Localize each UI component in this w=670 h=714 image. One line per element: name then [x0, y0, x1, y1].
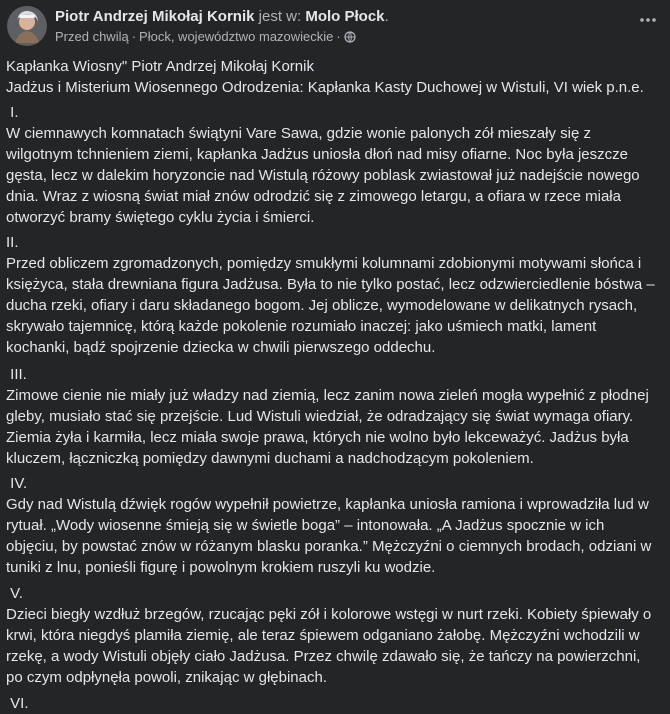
section-label: VI.: [6, 695, 29, 712]
section-label: V.: [6, 585, 23, 602]
section-label: II.: [6, 234, 19, 251]
section-ii: [6, 232, 660, 358]
title-end-dot: .: [384, 8, 389, 25]
post-time[interactable]: Przed chwilą: [55, 29, 129, 44]
section-text: Gdy nad Wistulą dźwięk rogów wypełnił powietrze, kapłanka uniosła ramiona i wprowadziła lud w rytuał. „Wody wiosenne śmieją się w świetle boga” – intonowała. „A Jadżus spocznie w ich objęciu, by powstać znów w różanym blasku poranka.” Mężczyźni o ciemnych brodach, odziani w tuniki z lnu, ponieśli figurę i powolnym krokiem ruszyli ku wodzie.: [6, 496, 656, 576]
post-subline: [55, 28, 626, 45]
post-subtitle: Jadżus i Misterium Wiosennego Odrodzenia: Kapłanka Kasty Duchowej w Wistuli, VI wiek p.n.e.: [6, 79, 644, 96]
author-avatar[interactable]: [7, 6, 47, 46]
ellipsis-icon: [638, 10, 658, 30]
post-location[interactable]: Płock, województwo mazowieckie: [139, 29, 334, 44]
checkin-place[interactable]: Molo Płock: [305, 8, 385, 25]
post-meta: [55, 7, 626, 45]
post-title: Kapłanka Wiosny" Piotr Andrzej Mikołaj Kornik: [6, 58, 314, 75]
separator-dot-1: ·: [131, 29, 137, 44]
section-text: Przed obliczem zgromadzonych, pomiędzy smukłymi kolumnami zdobionymi motywami słońca i księżyca, stała drewniana figura Jadżusa. Była to nie tylko postać, lecz odzwierciedlenie bóstwa – ducha rzeki, ofiary i daru składanego bogom. Jej oblicze, wymodelowane w delikatnych rysach, skrywało tajemnicę, którą każde pokolenie rozumiało inaczej: jako uśmiech matki, lament kochanki, bądź spojrzenie dziecka w chwili pierwszego oddechu.: [6, 255, 659, 356]
section-v: [6, 583, 660, 688]
section-label: III.: [6, 366, 27, 383]
section-text: Zimowe cienie nie miały już władzy nad ziemią, lecz zanim nowa zieleń mogła wypełnić z płodnej gleby, musiało stać się przejście. Lud Wistuli wiedział, że odradzający się świat wymaga ofiary. Ziemia żyła i karmiła, lecz miała swoje prawa, których nie wolno było lekceważyć. Jadżus była kluczem, łączniczką pomiędzy dawnymi duchami a nadchodzącym pokoleniem.: [6, 387, 653, 467]
section-label: IV.: [6, 475, 28, 492]
section-vi: [6, 693, 660, 714]
separator-dot-2: ·: [336, 29, 341, 44]
section-text: Dzieci biegły wzdłuż brzegów, rzucając pęki zół i kolorowe wstęgi w nurt rzeki. Kobiety śpiewały o krwi, która niegdyś plamiła ziemię, ale teraz śpiewem odganiano żałobę. Mężczyźni wchodzili w rzekę, a wody Wistuli objęły ciało Jadżusa. Przez chwilę zdawało się, że tańczy na powierzchni, po czym odpłynęła powoli, znikając w głębinach.: [6, 606, 656, 686]
more-options-button[interactable]: [634, 8, 662, 32]
section-iii: [6, 364, 660, 469]
post-title-line: [55, 7, 626, 26]
post-content: [6, 56, 660, 714]
post-header: [7, 6, 662, 50]
section-iv: [6, 473, 660, 578]
author-name[interactable]: Piotr Andrzej Mikołaj Kornik: [55, 8, 255, 25]
section-text: W ciemnawych komnatach świątyni Vare Sawa, gdzie wonie palonych zół mieszały się z wilgotnym tchnieniem ziemi, kapłanka Jadżus uniosła dłoń nad misy ofiarne. Noc była jeszcze gęsta, lecz w dalekim horyzoncie nad Wistulą różowy poblask zwiastował już nadejście nowego dnia. Wraz z wiosną świat miał znów odrodzić się z zimowego letargu, a ofiara w rzece miała otworzyć bramy świętego cyklu życia i śmierci.: [6, 125, 644, 226]
globe-icon[interactable]: [344, 30, 356, 42]
section-i: [6, 102, 660, 228]
section-label: I.: [6, 104, 19, 121]
checkin-verb: jest w:: [258, 8, 302, 25]
